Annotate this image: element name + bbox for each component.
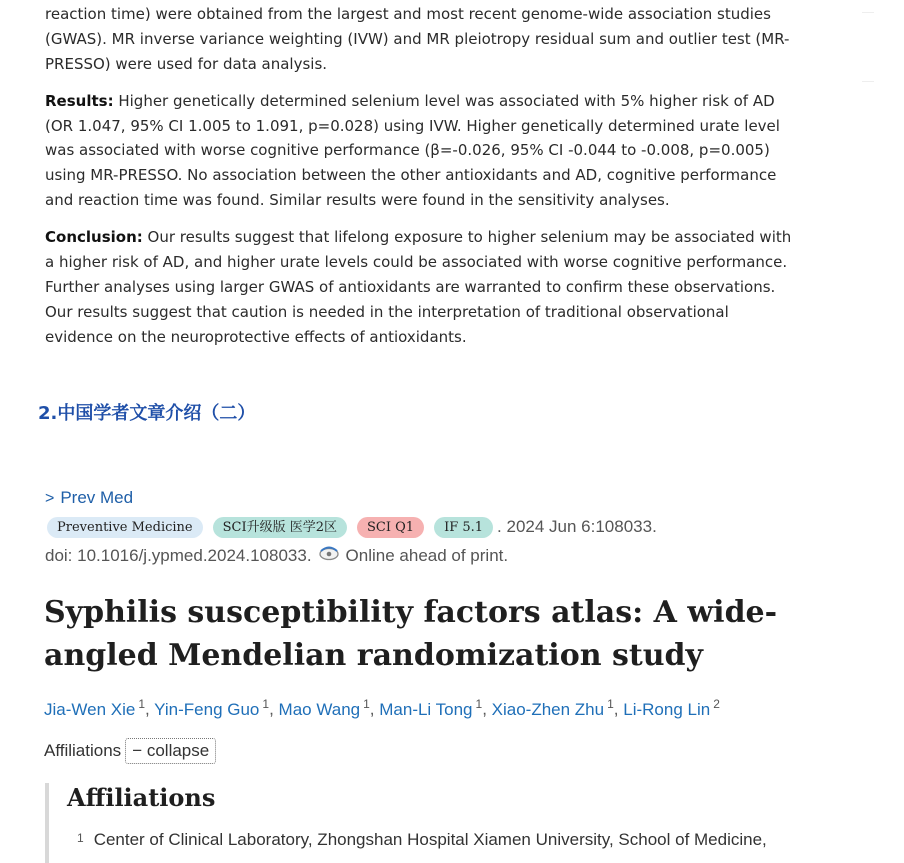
conclusion-label: Conclusion: xyxy=(45,228,143,247)
author-link[interactable]: Yin-Feng Guo $^1$ xyxy=(154,697,270,719)
author-link[interactable]: Mao Wang $^1$ xyxy=(278,697,370,719)
online-status-icon xyxy=(318,545,340,566)
section-heading: 2.中国学者文章介绍（二） xyxy=(38,403,256,424)
edge-divider xyxy=(862,81,874,82)
abstract-conclusion xyxy=(45,225,795,349)
chevron-right-icon: > xyxy=(45,490,55,507)
journal-badges xyxy=(47,515,657,539)
collapse-button[interactable]: − collapse xyxy=(125,738,216,764)
abstract-methods-tail: reaction time) were obtained from the largest and most recent genome-wide association studies (GWAS). MR inverse variance weighting (IVW) and MR pleiotropy residual sum and outlier test (MR-PRESSO) were used for data analysis. xyxy=(45,5,790,73)
affiliations-label: Affiliations xyxy=(44,741,122,760)
journal-name-badge: Preventive Medicine xyxy=(47,517,203,538)
author-list: Jia-Wen Xie $^1$, Yin-Feng Guo $^1$, Mao Wang $^1$, Man-Li Tong $^1$, Xiao-Zhen Zhu $^1$, Li-Rong Lin $^2$ xyxy=(44,697,720,719)
publication-date: . 2024 Jun 6:108033. xyxy=(497,517,657,536)
doi-line xyxy=(45,545,508,566)
sci-zone-badge: SCI升级版 医学2区 xyxy=(213,517,347,538)
impact-factor-badge: IF 5.1 xyxy=(434,517,493,538)
author-link[interactable]: Li-Rong Lin $^2$ xyxy=(623,697,720,719)
affiliation-text: Center of Clinical Laboratory, Zhongshan Hospital Xiamen University, School of Medicine, xyxy=(93,830,767,849)
abstract-results xyxy=(45,89,795,213)
journal-abbrev[interactable]: Prev Med xyxy=(60,488,134,507)
abstract-section xyxy=(45,2,795,362)
affiliation-item xyxy=(77,830,767,850)
journal-link[interactable] xyxy=(45,488,133,508)
author-link[interactable]: Xiao-Zhen Zhu $^1$ xyxy=(491,697,614,719)
conclusion-text: Our results suggest that lifelong exposure to higher selenium may be associated with a higher risk of AD, and higher urate levels could be associated with worse cognitive performance. Further analyses using larger GWAS of antioxidants are warranted to confirm these observations. Our results suggest that caution is needed in the interpretation of traditional observational evidence on the neuroprotective effects of antioxidants. xyxy=(45,228,792,346)
author-link[interactable]: Jia-Wen Xie $^1$ xyxy=(44,697,146,719)
sci-quartile-badge: SCI Q1 xyxy=(357,517,424,538)
affiliations-toggle-row xyxy=(44,737,216,765)
doi-text[interactable]: doi: 10.1016/j.ypmed.2024.108033. xyxy=(45,545,312,565)
results-label: Results: xyxy=(45,91,114,110)
results-text: Higher genetically determined selenium level was associated with 5% higher risk of AD (OR 1.047, 95% CI 1.005 to 1.091, p=0.028) using IVW. Higher genetically determined urate level was associated with worse cognitive performance (β=-0.026, 95% CI -0.044 to -0.008, p=0.005) using MR-PRESSO. No association between the other antioxidants and AD, cognitive performance and reaction time was found. Similar results were found in the sensitivity analyses. xyxy=(45,91,780,210)
affiliations-heading: Affiliations xyxy=(67,783,216,812)
affiliations-block xyxy=(45,783,849,863)
edge-divider xyxy=(862,12,874,13)
online-status-text: Online ahead of print. xyxy=(345,545,509,565)
affiliation-number: 1 xyxy=(77,831,84,845)
article-title: Syphilis susceptibility factors atlas: A wide-angled Mendelian randomization study xyxy=(44,595,778,673)
author-link[interactable]: Man-Li Tong $^1$ xyxy=(379,697,483,719)
